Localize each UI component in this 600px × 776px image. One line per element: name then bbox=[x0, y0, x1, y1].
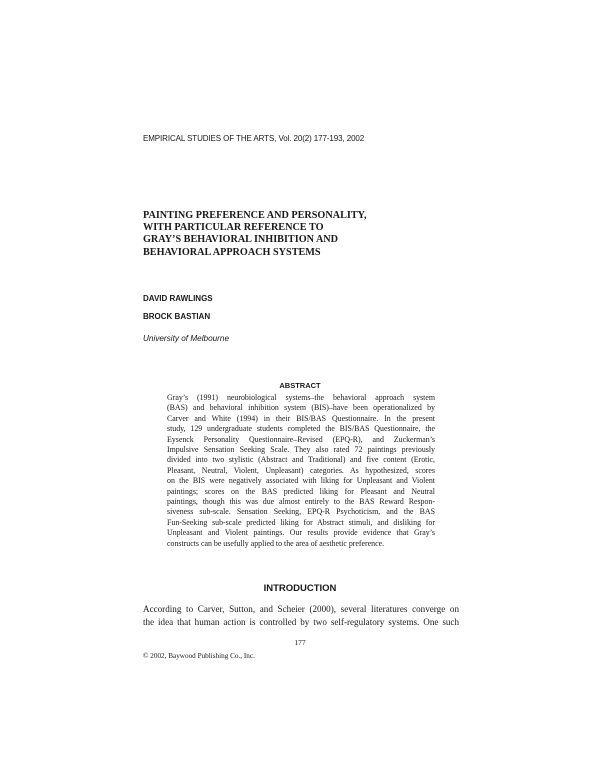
author-name: BROCK BASTIAN bbox=[143, 312, 211, 321]
title-line: WITH PARTICULAR REFERENCE TO bbox=[143, 222, 324, 234]
title-line: PAINTING PREFERENCE AND PERSONALITY, bbox=[143, 210, 367, 221]
abstract-line: Impulsive Sensation Seeking Scale. They also rated 72 paintings previously bbox=[167, 445, 435, 455]
abstract-line: siveness sub-scale. Sensation Seeking, EPQ-R Psychoticism, and the BAS bbox=[167, 507, 435, 517]
title-line: GRAY’S BEHAVIORAL INHIBITION AND bbox=[143, 234, 339, 246]
abstract-line: Pleasant, Neutral, Violent, Unpleasant) categories. As hypothesized, scores bbox=[167, 465, 435, 475]
page-number: 177 bbox=[294, 638, 306, 647]
abstract-line: Unpleasant and Violent paintings. Our results provide evidence that Gray’s bbox=[167, 528, 435, 538]
author-affiliation: University of Melbourne bbox=[143, 334, 230, 343]
abstract-body bbox=[167, 393, 435, 549]
abstract-line: (BAS) and behavioral inhibition system (BIS)–have been operationalized by bbox=[167, 403, 435, 413]
abstract-line: on the BIS were negatively associated with liking for Unpleasant and Violent bbox=[167, 476, 435, 486]
abstract-line: constructs can be usefully applied to the area of aesthetic preference. bbox=[167, 538, 385, 548]
copyright-notice: © 2002, Baywood Publishing Co., Inc. bbox=[143, 652, 255, 660]
abstract-line: divided into two stylistic (Abstract and Traditional) and five content (Erotic, bbox=[167, 455, 435, 465]
abstract-heading: ABSTRACT bbox=[279, 381, 321, 390]
abstract-line: paintings, though this was due almost entirely to the BAS Reward Respon- bbox=[167, 497, 435, 507]
introduction-body bbox=[143, 603, 459, 628]
body-line: the idea that human action is controlled by two self-regulatory systems. One such bbox=[143, 616, 459, 627]
author-name: DAVID RAWLINGS bbox=[143, 294, 213, 303]
abstract-line: Fun-Seeking sub-scale predicted liking for Abstract stimuli, and disliking for bbox=[167, 517, 435, 527]
abstract-line: Gray’s (1991) neurobiological systems–the behavioral approach system bbox=[167, 393, 435, 402]
body-line: According to Carver, Sutton, and Scheier (2000), several literatures converge on bbox=[143, 604, 459, 614]
abstract-line: paintings; scores on the BAS predicted liking for Pleasant and Neutral bbox=[167, 486, 435, 496]
abstract-line: Eysenck Personality Questionnaire–Revised (EPQ-R), and Zuckerman’s bbox=[167, 434, 435, 444]
title-line: BEHAVIORAL APPROACH SYSTEMS bbox=[143, 246, 321, 258]
journal-citation: EMPIRICAL STUDIES OF THE ARTS, Vol. 20(2) 177-193, 2002 bbox=[143, 134, 365, 143]
article-title bbox=[143, 210, 443, 259]
introduction-heading: INTRODUCTION bbox=[263, 583, 337, 594]
abstract-line: Carver and White (1994) in their BIS/BAS Questionnaire. In the present bbox=[167, 413, 435, 423]
abstract-line: study, 129 undergraduate students completed the BIS/BAS Questionnaire, the bbox=[167, 424, 435, 434]
